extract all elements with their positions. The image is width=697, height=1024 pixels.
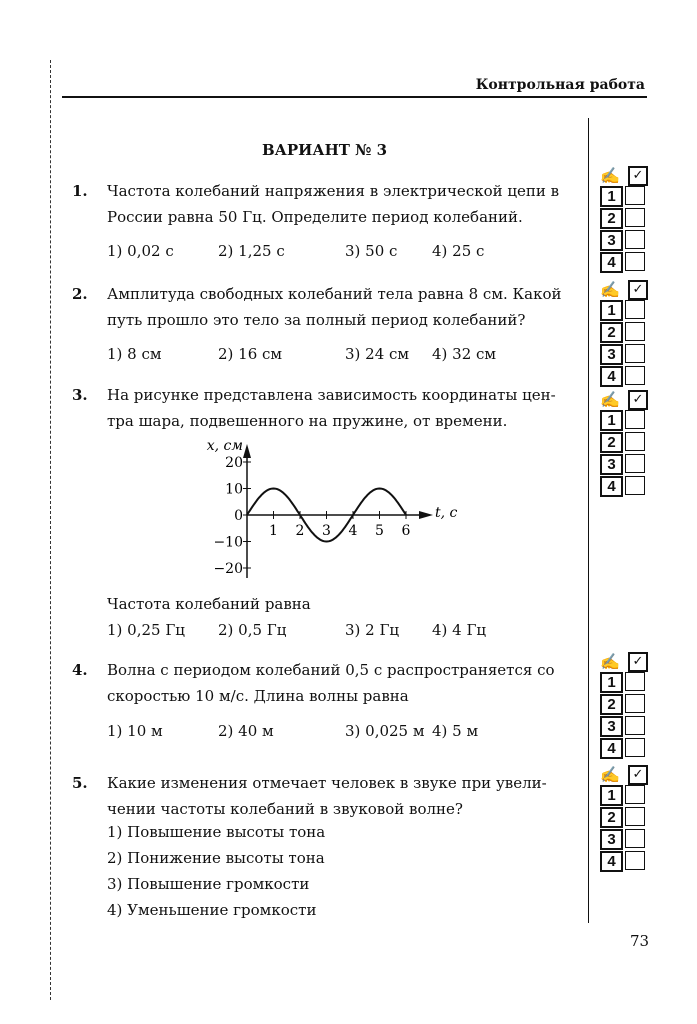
answer-option[interactable]: 4) 32 см <box>432 345 497 363</box>
answer-column-line <box>588 118 589 923</box>
answer-option[interactable]: 2) Понижение высоты тона <box>107 849 325 867</box>
answer-number: 4 <box>600 252 623 273</box>
answer-checkbox[interactable] <box>625 366 645 385</box>
question-number: 3. <box>72 386 88 404</box>
question-text: путь прошло это тело за полный период колебаний? <box>107 311 526 329</box>
answer-number: 4 <box>600 851 623 872</box>
y-tick-label: −10 <box>213 534 243 551</box>
answer-checkbox[interactable] <box>625 432 645 451</box>
header-rule <box>62 96 647 98</box>
answer-option[interactable]: 1) 8 см <box>107 345 162 363</box>
answer-row <box>600 672 648 691</box>
answer-option[interactable]: 3) 2 Гц <box>345 621 400 639</box>
x-tick-label: 3 <box>322 523 331 539</box>
answer-number: 1 <box>600 672 623 693</box>
answer-row <box>600 344 648 363</box>
answer-row <box>600 322 648 341</box>
answer-row <box>600 230 648 249</box>
answer-checkbox[interactable] <box>625 344 645 363</box>
question-text: Какие изменения отмечает человек в звуке при увели- <box>107 774 547 792</box>
answer-row <box>600 300 648 319</box>
answer-box-header <box>600 652 648 672</box>
question-text: Амплитуда свободных колебаний тела равна 8 см. Какой <box>107 285 562 303</box>
answer-box-header <box>600 166 648 186</box>
answer-option[interactable]: 1) 10 м <box>107 722 163 740</box>
answer-option[interactable]: 1) Повышение высоты тона <box>107 823 326 841</box>
answer-row <box>600 432 648 451</box>
answer-option[interactable]: 3) 0,025 м <box>345 722 425 740</box>
answer-row <box>600 476 648 495</box>
answer-number: 2 <box>600 432 623 453</box>
pencil-icon: ✍ <box>600 390 620 409</box>
answer-option[interactable]: 3) 24 см <box>345 345 410 363</box>
answer-row <box>600 454 648 473</box>
answer-row <box>600 738 648 757</box>
question-text: чении частоты колебаний в звуковой волне? <box>107 800 463 818</box>
answer-option[interactable]: 1) 0,02 с <box>107 242 174 260</box>
answer-number: 3 <box>600 230 623 251</box>
answer-row <box>600 366 648 385</box>
x-tick-label: 5 <box>375 523 384 539</box>
answer-number: 1 <box>600 785 623 806</box>
checkbox-icon: ✓ <box>628 166 648 186</box>
answer-row <box>600 694 648 713</box>
question-number: 4. <box>72 661 88 679</box>
answer-row <box>600 208 648 227</box>
answer-box-header <box>600 390 648 410</box>
answer-checkbox[interactable] <box>625 716 645 735</box>
answer-option[interactable]: 4) Уменьшение громкости <box>107 901 317 919</box>
answer-box <box>600 652 648 760</box>
question-number: 2. <box>72 285 88 303</box>
checkbox-icon: ✓ <box>628 652 648 672</box>
y-axis-label: x, см <box>206 438 243 454</box>
answer-option[interactable]: 3) Повышение громкости <box>107 875 310 893</box>
answer-box <box>600 166 648 274</box>
pencil-icon: ✍ <box>600 652 620 671</box>
answer-checkbox[interactable] <box>625 738 645 757</box>
pencil-icon: ✍ <box>600 280 620 299</box>
variant-title: ВАРИАНТ № 3 <box>262 141 388 159</box>
oscillation-chart <box>190 430 458 580</box>
checkbox-icon: ✓ <box>628 765 648 785</box>
answer-number: 1 <box>600 186 623 207</box>
y-tick-label: 0 <box>234 508 243 524</box>
answer-number: 3 <box>600 344 623 365</box>
answer-checkbox[interactable] <box>625 208 645 227</box>
question-number: 1. <box>72 182 88 200</box>
answer-row <box>600 410 648 429</box>
x-tick-label: 1 <box>269 523 278 539</box>
answer-row <box>600 252 648 271</box>
answer-checkbox[interactable] <box>625 476 645 495</box>
answer-row <box>600 186 648 205</box>
x-tick-label: 2 <box>295 523 305 539</box>
x-axis-arrow <box>419 511 433 519</box>
y-tick-label: 20 <box>225 455 243 471</box>
answer-option[interactable]: 2) 1,25 с <box>218 242 285 260</box>
answer-checkbox[interactable] <box>625 851 645 870</box>
answer-checkbox[interactable] <box>625 454 645 473</box>
answer-option[interactable]: 2) 0,5 Гц <box>218 621 287 639</box>
y-axis-arrow <box>243 444 251 458</box>
answer-number: 3 <box>600 716 623 737</box>
answer-checkbox[interactable] <box>625 807 645 826</box>
answer-box-header <box>600 280 648 300</box>
answer-row <box>600 716 648 735</box>
answer-row <box>600 829 648 848</box>
answer-checkbox[interactable] <box>625 322 645 341</box>
answer-number: 2 <box>600 322 623 343</box>
question-prompt: Частота колебаний равна <box>107 595 311 613</box>
answer-number: 2 <box>600 208 623 229</box>
answer-checkbox[interactable] <box>625 410 645 429</box>
answer-number: 2 <box>600 694 623 715</box>
y-tick-label: 10 <box>225 481 243 498</box>
answer-checkbox[interactable] <box>625 300 645 319</box>
running-header: Контрольная работа <box>475 77 645 93</box>
answer-box <box>600 765 648 873</box>
answer-number: 4 <box>600 476 623 497</box>
answer-row <box>600 807 648 826</box>
question-text: На рисунке представлена зависимость координаты цен- <box>107 386 556 404</box>
question-text: тра шара, подвешенного на пружине, от времени. <box>107 412 508 430</box>
answer-option[interactable]: 4) 25 с <box>432 242 485 260</box>
pencil-icon: ✍ <box>600 166 620 185</box>
answer-checkbox[interactable] <box>625 230 645 249</box>
question-number: 5. <box>72 774 88 792</box>
answer-checkbox[interactable] <box>625 694 645 713</box>
answer-checkbox[interactable] <box>625 186 645 205</box>
question-text: Частота колебаний напряжения в электрической цепи в <box>107 182 560 200</box>
answer-number: 4 <box>600 366 623 387</box>
answer-checkbox[interactable] <box>625 672 645 691</box>
answer-option[interactable]: 3) 50 с <box>345 242 398 260</box>
question-text: России равна 50 Гц. Определите период колебаний. <box>107 208 523 226</box>
answer-number: 1 <box>600 300 623 321</box>
answer-box-header <box>600 765 648 785</box>
question-text: скоростью 10 м/с. Длина волны равна <box>107 687 409 705</box>
answer-option[interactable]: 4) 4 Гц <box>432 621 487 639</box>
pencil-icon: ✍ <box>600 765 620 784</box>
answer-box <box>600 280 648 388</box>
checkbox-icon: ✓ <box>628 390 648 410</box>
checkbox-icon: ✓ <box>628 280 648 300</box>
answer-row <box>600 851 648 870</box>
answer-checkbox[interactable] <box>625 829 645 848</box>
answer-row <box>600 785 648 804</box>
answer-checkbox[interactable] <box>625 785 645 804</box>
x-tick-label: 6 <box>401 523 411 539</box>
answer-number: 3 <box>600 454 623 475</box>
answer-option[interactable]: 2) 40 м <box>218 722 274 740</box>
x-axis-label: t, с <box>435 505 458 521</box>
question-text: Волна с периодом колебаний 0,5 с распространяется со <box>107 661 555 679</box>
answer-option[interactable]: 2) 16 см <box>218 345 283 363</box>
answer-option[interactable]: 1) 0,25 Гц <box>107 621 185 639</box>
answer-number: 2 <box>600 807 623 828</box>
answer-number: 3 <box>600 829 623 850</box>
page-number: 73 <box>630 932 650 950</box>
answer-number: 4 <box>600 738 623 759</box>
answer-box <box>600 390 648 498</box>
y-tick-label: −20 <box>213 561 243 577</box>
answer-number: 1 <box>600 410 623 431</box>
answer-option[interactable]: 4) 5 м <box>432 722 479 740</box>
x-tick-label: 4 <box>348 523 358 539</box>
answer-checkbox[interactable] <box>625 252 645 271</box>
left-margin-line <box>50 60 51 1000</box>
